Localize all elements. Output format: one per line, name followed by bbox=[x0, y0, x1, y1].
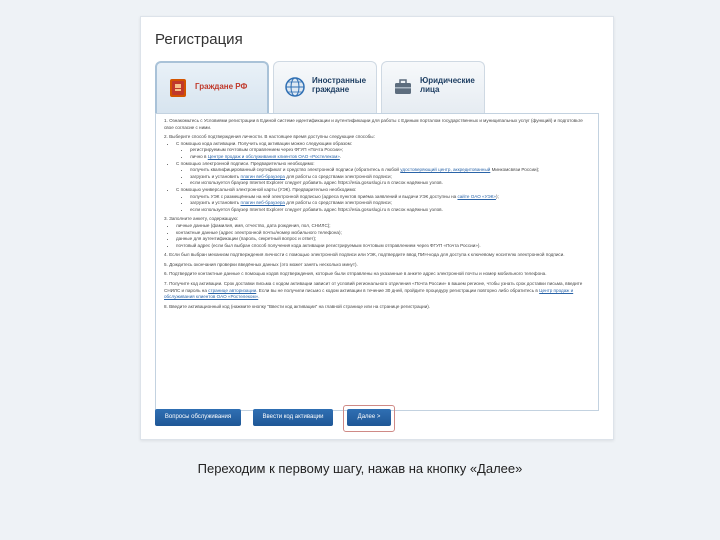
step-8: 8. Введите активационный код (нажмите кнопку "Ввести код активации" на главной странице или на странице регистрации). bbox=[164, 303, 431, 309]
step-2: 2. Выберите способ подтверждения личности. В настоящее время доступны следующие способы: • С помощью кода активации. Получить код активации можно следующим образом: • регистрируемым почтовым отправлением через ФГУП «Почта России»; • лично в Центре продаж и обслуживания клиентов ОАО «Ростелеком». • С помощью электронной подписи. Предварительно необходимо: • получить квалифицированный сертификат и средство электронной подписи (обратитесь в любой удостоверяющий центр, аккредитованный Минкомсвязи России); • загрузить и установить плагин веб-браузера для работы со средствами электронной подписи; • если используется браузер Internet Explorer следует добавить адрес https://esia.gosuslugi.ru в список надёжных узлов. • С помощью универсальной электронной карты (УЭК). Предварительно необходимо: • получить УЭК с размещённым на ней электронной подписью (адреса пунктов приёма заявлений и выдачи УЭК доступны на сайте ОАО «УЭК»); • загрузить и установить плагин веб-браузера для работы со средствами электронной подписи; • если используется браузер Internet Explorer следует добавить адрес https://esia.gosuslugi.ru в список надёжных узлов. bbox=[164, 134, 590, 213]
list-item: • получить квалифицированный сертификат и средство электронной подписи (обратитесь в любой удостоверяющий центр, аккредитованный Минкомсвязи России); bbox=[190, 167, 590, 174]
list-item: • если используется браузер Internet Explorer следует добавить адрес https://esia.gosuslugi.ru в список надёжных узлов. bbox=[190, 180, 590, 187]
rostelecom-centre-link-2[interactable]: Центр продаж и обслуживания клиентов ОАО «Ростелеком» bbox=[164, 287, 574, 300]
list-item: • загрузить и установить плагин веб-браузера для работы со средствами электронной подписи; bbox=[190, 174, 590, 181]
tab-label: Граждане РФ bbox=[195, 82, 248, 91]
tab-legal-entities[interactable] bbox=[381, 61, 485, 113]
flag-russia-icon bbox=[167, 77, 189, 99]
registration-card bbox=[140, 16, 614, 440]
step-3: 3. Заполните анкету, содержащую: • личные данные (фамилия, имя, отчество, дата рождения, пол, СНИЛС); • контактные данные (адрес электронной почты/номер мобильного телефона); • данные для аутентификации (пароль, секретный вопрос и ответ); • почтовый адрес (если был выбран способ получения кода активации регистрируемым почтовым отправлением через ФГУП «Почта России»). bbox=[164, 216, 590, 249]
certification-centre-link[interactable]: удостоверяющий центр, аккредитованный bbox=[400, 167, 491, 173]
slide-caption: Переходим к первому шагу, нажав на кнопку «Далее» bbox=[197, 461, 523, 476]
uec-site-link[interactable]: сайте ОАО «УЭК» bbox=[457, 193, 496, 199]
login-page-link[interactable]: странице авторизации bbox=[208, 287, 257, 293]
step-6: 6. Подтвердите контактные данные с помощью кодов подтверждения, которые были отправлены на указанные в анкете адрес электронной почты и номер мобильного телефона. bbox=[164, 271, 547, 277]
list-item: • контактные данные (адрес электронной почты/номер мобильного телефона); bbox=[176, 230, 590, 237]
globe-icon bbox=[284, 76, 306, 98]
list-item: • регистрируемым почтовым отправлением через ФГУП «Почта России»; bbox=[190, 147, 590, 154]
tab-russian-citizens[interactable] bbox=[155, 61, 269, 113]
instructions-panel bbox=[155, 113, 599, 411]
list-item: • почтовый адрес (если был выбран способ получения кода активации регистрируемым почтовым отправлением через ФГУП «Почта России»). bbox=[176, 243, 590, 250]
page-title: Регистрация bbox=[155, 31, 243, 48]
tab-foreign-citizens[interactable] bbox=[273, 61, 377, 113]
service-questions-button[interactable]: Вопросы обслуживания bbox=[155, 409, 241, 426]
briefcase-icon bbox=[392, 76, 414, 98]
step-4: 4. Если был выбран механизм подтверждения личности с помощью электронной подписи или УЭК, подтвердите ввод ПИН-кода для доступа к ключевому носителю электронной подписи. bbox=[164, 252, 565, 258]
list-item: • если используется браузер Internet Explorer следует добавить адрес https://esia.gosuslugi.ru в список надёжных узлов. bbox=[190, 207, 590, 214]
step-1: 1. Ознакомьтесь с Условиями регистрации в Единой системе идентификации и аутентификации для работы с Единым порталом государственных и муниципальных услуг (функций) и подготовьте свое согласие с ними. bbox=[164, 118, 583, 130]
step-5: 5. Дождитесь окончания проверки введённых данных (это может занять несколько минут). bbox=[164, 261, 358, 267]
enter-activation-code-button[interactable]: Ввести код активации bbox=[253, 409, 333, 426]
list-item: • лично в Центре продаж и обслуживания клиентов ОАО «Ростелеком». bbox=[190, 154, 590, 161]
rostelecom-centre-link[interactable]: Центре продаж и обслуживания клиентов ОАО «Ростелеком» bbox=[207, 153, 340, 159]
list-item: • получить УЭК с размещённым на ней электронной подписью (адреса пунктов приёма заявлений и выдачи УЭК доступны на сайте ОАО «УЭК»); bbox=[190, 194, 590, 201]
next-button[interactable]: Далее > bbox=[347, 409, 391, 426]
list-item: • С помощью кода активации. Получить код активации можно следующим образом: • регистрируемым почтовым отправлением через ФГУП «Почта России»; • лично в Центре продаж и обслуживания клиентов ОАО «Ростелеком». bbox=[176, 141, 590, 161]
tab-label: Юридические лица bbox=[420, 76, 475, 94]
tabs bbox=[155, 61, 599, 117]
list-item: • С помощью электронной подписи. Предварительно необходимо: • получить квалифицированный сертификат и средство электронной подписи (обратитесь в любой удостоверяющий центр, аккредитованный Минкомсвязи России); • загрузить и установить плагин веб-браузера для работы со средствами электронной подписи; • если используется браузер Internet Explorer следует добавить адрес https://esia.gosuslugi.ru в список надёжных узлов. bbox=[176, 161, 590, 187]
list-item: • данные для аутентификации (пароль, секретный вопрос и ответ); bbox=[176, 236, 590, 243]
list-item: • загрузить и установить плагин веб-браузера для работы со средствами электронной подписи; bbox=[190, 200, 590, 207]
list-item: • личные данные (фамилия, имя, отчество, дата рождения, пол, СНИЛС); bbox=[176, 223, 590, 230]
list-item: • С помощью универсальной электронной карты (УЭК). Предварительно необходимо: • получить УЭК с размещённым на ней электронной подписью (адреса пунктов приёма заявлений и выдачи УЭК доступны на сайте ОАО «УЭК»); • загрузить и установить плагин веб-браузера для работы со средствами электронной подписи; • если используется браузер Internet Explorer следует добавить адрес https://esia.gosuslugi.ru в список надёжных узлов. bbox=[176, 187, 590, 213]
tab-label: Иностранные граждане bbox=[312, 76, 367, 94]
browser-plugin-link-2[interactable]: плагин веб-браузера bbox=[240, 200, 285, 206]
step-7: 7. Получите код активации. Срок доставки письма с кодом активации зависит от условий регионального отделения «Почта России» в вашем регионе, чтобы узнать срок доставки письма, введите СНИЛС и пароль на странице авторизации. Если вы не получили письмо с кодом активации в течение 30 дней, пройдите процедуру регистрации повторно либо обратитесь в Центр продаж и обслуживания клиентов ОАО «Ростелеком». bbox=[164, 281, 583, 300]
browser-plugin-link[interactable]: плагин веб-браузера bbox=[240, 173, 285, 179]
